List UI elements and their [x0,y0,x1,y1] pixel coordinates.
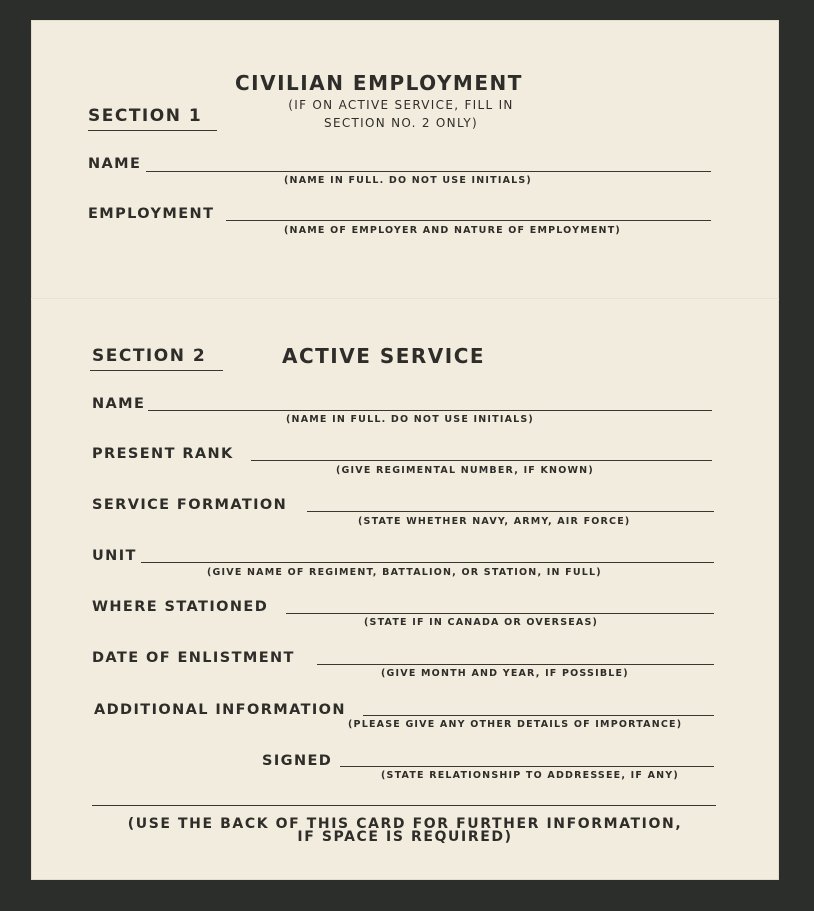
s2-rank-hint: (GIVE REGIMENTAL NUMBER, IF KNOWN) [336,465,594,476]
s2-formation-line[interactable] [307,511,714,512]
footer-rule [92,805,716,806]
footer-note-line2: IF SPACE IS REQUIRED) [297,829,513,845]
s2-unit-line[interactable] [141,562,714,563]
s2-additional-hint: (PLEASE GIVE ANY OTHER DETAILS OF IMPORTANCE) [348,719,683,730]
s2-enlistment-line[interactable] [317,664,714,665]
s2-enlistment-label: DATE OF ENLISTMENT [92,650,295,666]
s1-employment-hint: (NAME OF EMPLOYER AND NATURE OF EMPLOYMENT) [284,225,621,236]
s2-stationed-hint: (STATE IF IN CANADA OR OVERSEAS) [364,617,599,628]
s2-stationed-label: WHERE STATIONED [92,599,269,615]
s2-enlistment-hint: (GIVE MONTH AND YEAR, IF POSSIBLE) [381,668,629,679]
s2-additional-label: ADDITIONAL INFORMATION [94,702,346,718]
card-fold [31,298,779,300]
section1-instruction-line2: SECTION NO. 2 ONLY) [324,116,478,130]
section2-title: ACTIVE SERVICE [282,344,486,368]
s1-name-line[interactable] [146,171,711,172]
section2-heading-underline [90,370,223,371]
s2-name-label: NAME [92,396,146,412]
s2-additional-line[interactable] [363,715,714,716]
s2-name-line[interactable] [148,410,712,411]
s2-unit-hint: (GIVE NAME OF REGIMENT, BATTALION, OR STATION, IN FULL) [207,567,602,578]
s2-signed-line[interactable] [340,766,714,767]
s2-signed-label: SIGNED [262,753,333,769]
section2-heading: SECTION 2 [92,346,207,366]
s2-signed-hint: (STATE RELATIONSHIP TO ADDRESSEE, IF ANY) [381,770,679,781]
form-card [31,20,779,880]
s1-employment-line[interactable] [226,220,711,221]
s2-unit-label: UNIT [92,548,137,564]
s1-name-hint: (NAME IN FULL. DO NOT USE INITIALS) [284,175,532,186]
s1-name-label: NAME [88,156,142,172]
s2-formation-hint: (STATE WHETHER NAVY, ARMY, AIR FORCE) [358,516,631,527]
s1-employment-label: EMPLOYMENT [88,206,215,222]
s2-formation-label: SERVICE FORMATION [92,497,288,513]
s2-rank-line[interactable] [251,460,712,461]
s2-stationed-line[interactable] [286,613,714,614]
section1-instruction-line1: (IF ON ACTIVE SERVICE, FILL IN [288,98,514,112]
section1-title: CIVILIAN EMPLOYMENT [235,71,523,95]
s2-name-hint: (NAME IN FULL. DO NOT USE INITIALS) [286,414,534,425]
section1-heading: SECTION 1 [88,106,203,126]
footer-note-line1: (USE THE BACK OF THIS CARD FOR FURTHER INFORMATION, [127,816,683,832]
section1-heading-underline [88,130,217,131]
s2-rank-label: PRESENT RANK [92,446,234,462]
